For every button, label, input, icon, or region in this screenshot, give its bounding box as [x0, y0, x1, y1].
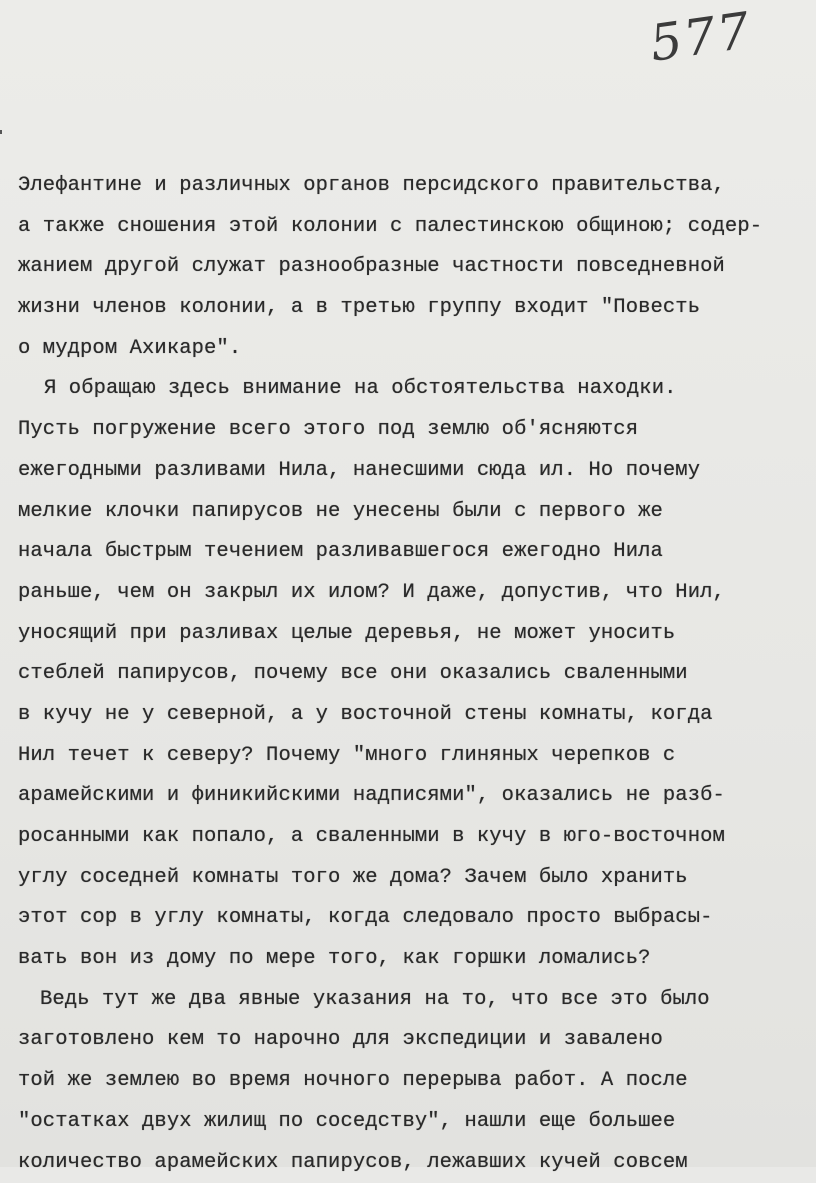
text-line-17: росанными как попало, а сваленными в кучу в юго-восточном	[18, 817, 808, 858]
text-line-2: а также сношения этой колонии с палестинскою общиною; содер-	[18, 207, 808, 248]
text-line-4: жизни членов колонии, а в третью группу входит "Повесть	[18, 288, 808, 329]
text-line-22: заготовлено кем то нарочно для экспедиции и завалено	[18, 1020, 808, 1061]
text-line-7: Пусть погружение всего этого под землю об'ясняются	[18, 410, 808, 451]
text-line-25: количество арамейских папирусов, лежавших кучей совсем	[18, 1143, 808, 1183]
text-line-11: раньше, чем он закрыл их илом? И даже, допустив, что Нил,	[18, 573, 808, 614]
text-line-19: этот сор в углу комнаты, когда следовало просто выбрасы-	[18, 898, 808, 939]
text-line-10: начала быстрым течением разливавшегося ежегодно Нила	[18, 532, 808, 573]
page-number-text: 577	[646, 1, 755, 73]
text-line-13: стеблей папирусов, почему все они оказались сваленными	[18, 654, 808, 695]
text-line-3: жанием другой служат разнообразные частности повседневной	[18, 247, 808, 288]
text-line-23: той же землею во время ночного перерыва работ. А после	[18, 1061, 808, 1102]
text-line-1: Элефантине и различных органов персидского правительства,	[18, 166, 808, 207]
text-line-24: "остатках двух жилищ по соседству", нашли еще большее	[18, 1102, 808, 1143]
text-line-5: о мудром Ахикаре".	[18, 329, 808, 370]
handwritten-page-number	[650, 8, 790, 78]
text-line-20: вать вон из дому по мере того, как горшки ломались?	[18, 939, 808, 980]
text-line-8: ежегодными разливами Нила, нанесшими сюда ил. Но почему	[18, 451, 808, 492]
text-line-14: в кучу не у северной, а у восточной стены комнаты, когда	[18, 695, 808, 736]
text-line-21: Ведь тут же два явные указания на то, что все это было	[18, 980, 808, 1021]
text-line-18: углу соседней комнаты того же дома? Зачем было хранить	[18, 858, 808, 899]
text-line-16: арамейскими и финикийскими надписями", оказались не разб-	[18, 776, 808, 817]
text-line-15: Нил течет к северу? Почему "много глиняных черепков с	[18, 736, 808, 777]
text-line-9: мелкие клочки папирусов не унесены были с первого же	[18, 492, 808, 533]
typewritten-text-block	[18, 166, 808, 1183]
margin-mark	[0, 130, 2, 134]
text-line-12: уносящий при разливах целые деревья, не может уносить	[18, 614, 808, 655]
text-line-6: Я обращаю здесь внимание на обстоятельства находки.	[18, 369, 808, 410]
